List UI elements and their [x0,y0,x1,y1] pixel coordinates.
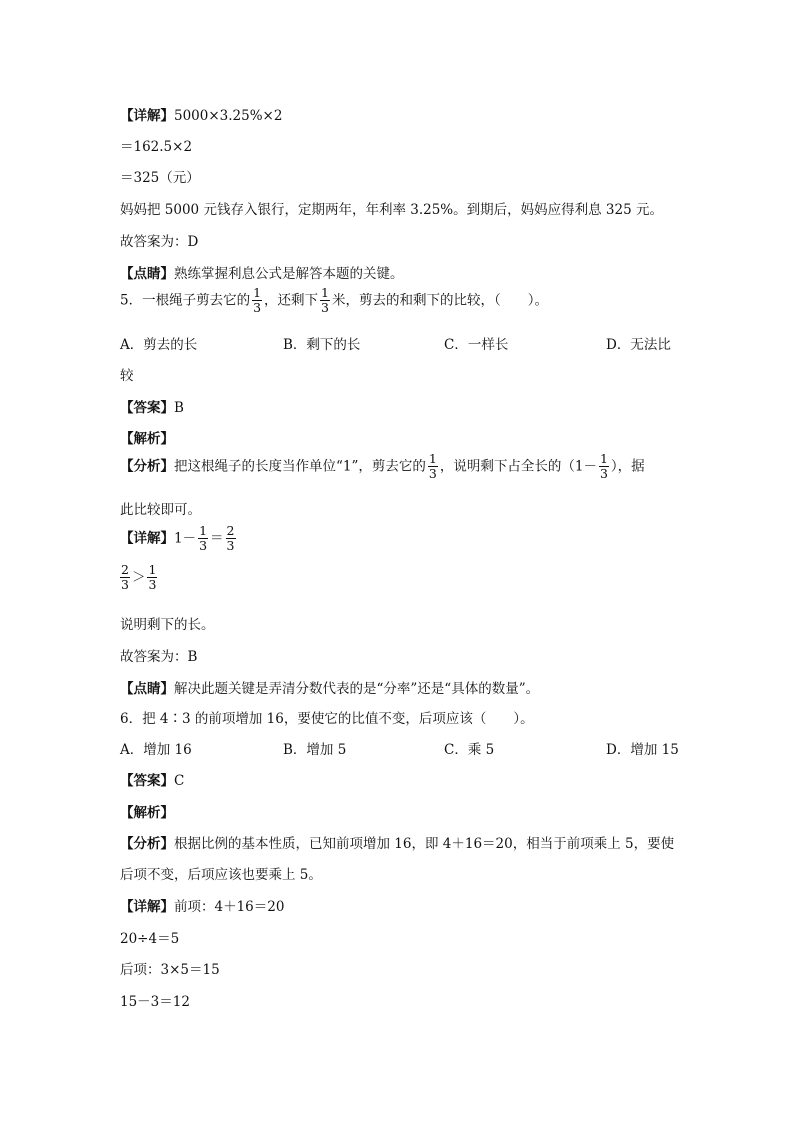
fraction-numerator: 2 [226,523,235,538]
q5-option-c: C．一样长 [444,337,509,353]
fraction-denominator: 3 [428,466,437,482]
fraction-numerator: 1 [428,451,437,466]
greater-than-sign: ＞ [131,569,146,586]
q5-stem-part-b: ，还剩下 [264,292,319,309]
answer-value: C [174,773,185,789]
q5-analysis-part-b: ，说明剩下占全长的（1－ [439,458,597,475]
detail-text: 5000×3.25%×2 [174,108,283,124]
q5-analysis-line2: 此比较即可。 [120,502,201,518]
q4-answer-line: 故答案为：D [120,234,199,250]
fraction-one-third [198,524,208,554]
analysis-text: 根据比例的基本性质，已知前项增加 16，即 4＋16＝20，相当于前项乘上 5，要使 [174,836,675,852]
q5-analysis [120,452,645,482]
fraction-one-third [599,452,609,482]
q5-option-b: B．剩下的长 [283,337,361,353]
fraction-one-third [147,563,157,593]
fraction-two-thirds [120,563,130,593]
q6-option-b: B．增加 5 [283,742,347,758]
fraction-denominator: 3 [148,577,157,593]
q5-comparison [120,563,159,593]
fraction-denominator: 3 [226,538,235,554]
fraction-denominator: 3 [599,466,608,482]
comment-tag: 【点睛】 [120,681,174,697]
detail-tag: 【详解】 [120,899,174,915]
q6-detail-line2: 20÷4＝5 [120,931,180,947]
q6-analysis-line1 [120,832,674,852]
q5-option-d: D．无法比 [606,337,671,353]
fraction-numerator: 1 [253,285,262,300]
fraction-one-third [252,286,262,316]
comment-text: 熟练掌握利息公式是解答本题的关键。 [174,266,404,282]
q5-option-d-wrap: 较 [120,368,134,384]
comment-tag: 【点睛】 [120,266,174,282]
detail-one: 1－ [174,530,197,547]
detail-tag: 【详解】 [120,108,174,124]
q4-detail-line3: ＝325（元） [120,170,200,186]
q4-detail-line1 [120,104,282,124]
analysis-tag: 【分析】 [120,836,174,852]
q6-analysis-line2: 后项不变，后项应该也要乘上 5。 [120,867,322,883]
fraction-one-third [428,452,438,482]
q5-option-a: A．剪去的长 [120,337,198,353]
q6-analysis-heading: 【解析】 [120,805,174,821]
q5-analysis-heading: 【解析】 [120,431,174,447]
fraction-numerator: 1 [321,285,329,300]
answer-value: B [174,400,184,416]
equals-sign: ＝ [210,530,224,547]
q6-option-d: D．增加 15 [606,742,679,758]
q4-explain: 妈妈把 5000 元钱存入银行，定期两年，年利率 3.25%。到期后，妈妈应得利息 325 元。 [120,202,663,218]
answer-tag: 【答案】 [120,773,174,789]
q5-analysis-part-a: 把这根绳子的长度当作单位“1”，剪去它的 [174,458,426,475]
analysis-tag: 【分析】 [120,458,174,475]
q5-stem-part-a: 5．一根绳子剪去它的 [120,292,251,309]
fraction-numerator: 1 [148,562,157,577]
fraction-denominator: 3 [199,538,208,554]
answer-tag: 【答案】 [120,400,174,416]
q5-stem [120,286,548,316]
fraction-denominator: 3 [253,300,262,316]
fraction-denominator: 3 [121,577,129,593]
q6-detail-line1 [120,895,284,915]
fraction-denominator: 3 [321,300,329,316]
q6-answer [120,769,184,789]
q5-detail [120,524,238,554]
detail-tag: 【详解】 [120,530,174,547]
q6-detail-line4: 15－3＝12 [120,994,190,1010]
q4-comment [120,262,404,282]
fraction-one-third [320,286,330,316]
q6-option-c: C．乘 5 [444,742,495,758]
q6-detail-line3: 后项：3×5＝15 [120,962,220,978]
q5-stem-part-c: 米，剪去的和剩下的比较，（ ）。 [332,292,548,309]
q5-answer [120,396,184,416]
fraction-two-thirds [226,524,236,554]
detail-text: 前项：4＋16＝20 [174,899,285,915]
q4-detail-line2: ＝162.5×2 [120,139,193,155]
comment-text: 解决此题关键是弄清分数代表的是“分率”还是“具体的数量”。 [174,681,540,697]
q5-analysis-part-c: ），据 [610,458,645,475]
q6-stem: 6．把 4∶3 的前项增加 16，要使它的比值不变，后项应该（ ）。 [120,711,534,727]
q5-conclusion: 说明剩下的长。 [120,617,215,633]
q5-comment [120,677,539,697]
q5-answer-line: 故答案为：B [120,649,198,665]
fraction-numerator: 1 [199,523,208,538]
fraction-numerator: 2 [121,562,129,577]
fraction-numerator: 1 [599,451,608,466]
q6-option-a: A．增加 16 [120,742,192,758]
